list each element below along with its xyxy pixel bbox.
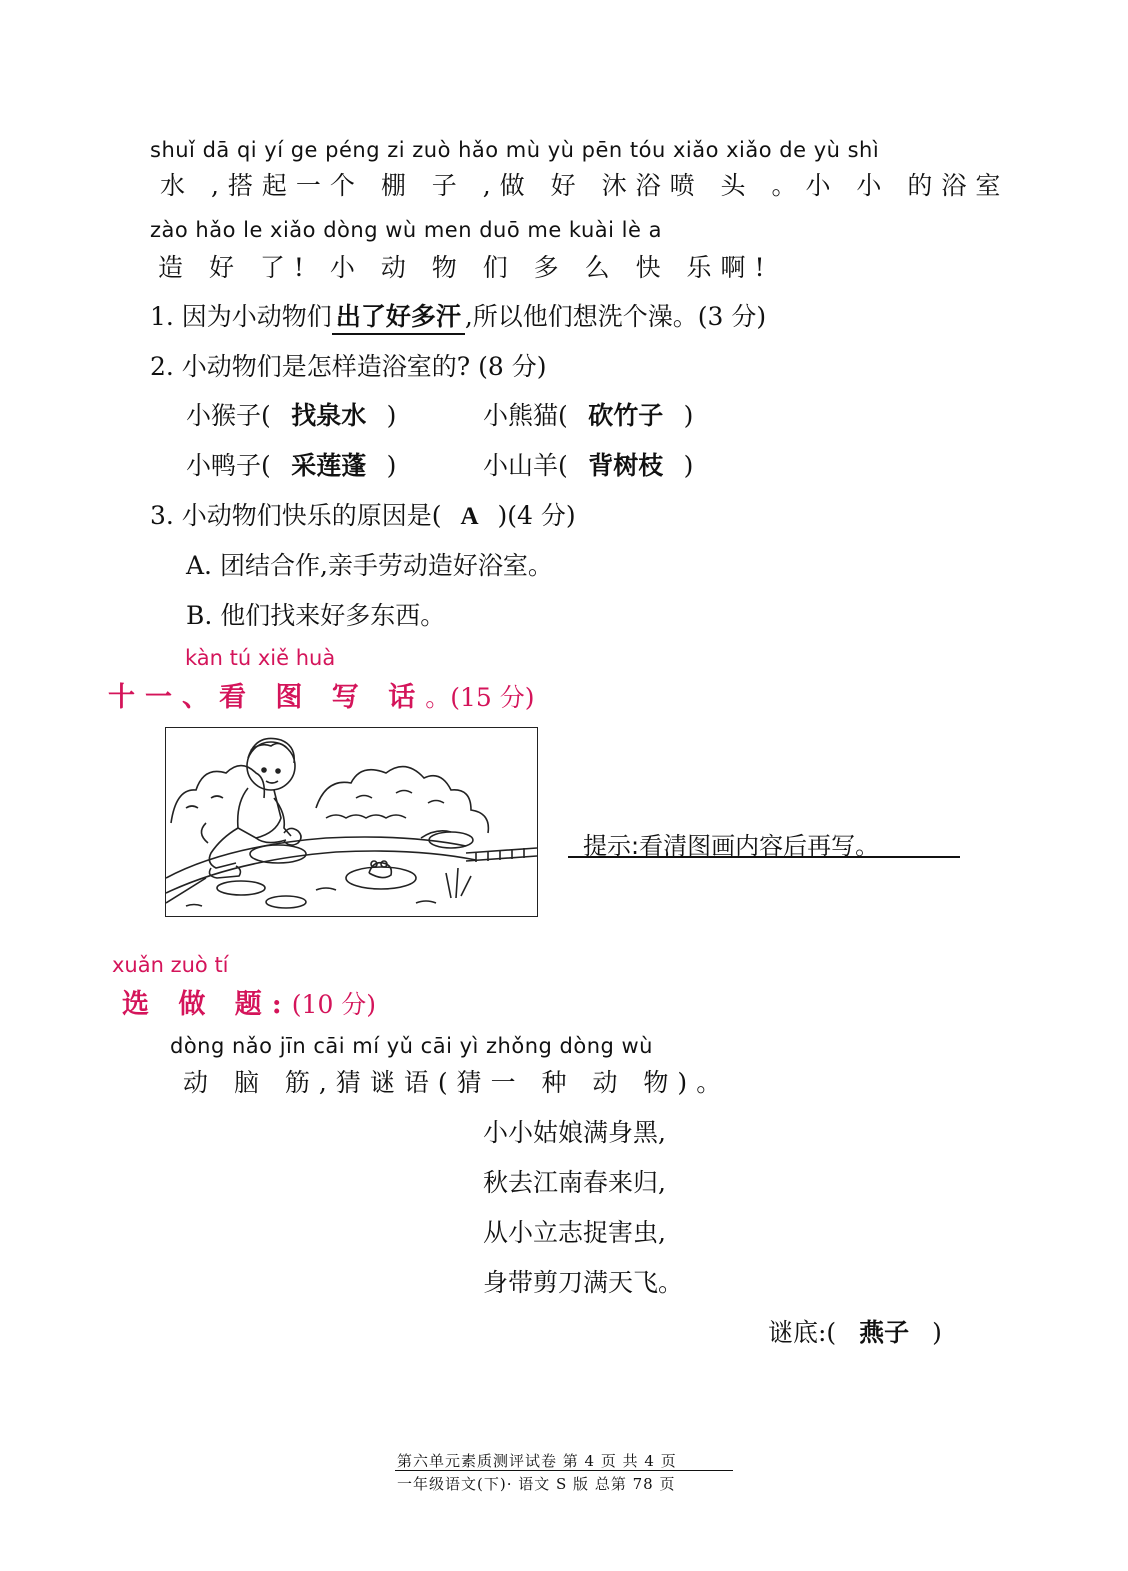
q2-item-answer[interactable]: 砍竹子	[588, 401, 664, 430]
footer-line-1: 第六单元素质测评试卷 第 4 页 共 4 页	[397, 1452, 677, 1470]
section-11-pinyin: kàn tú xiě huà	[185, 646, 336, 670]
riddle-answer-row	[768, 1313, 942, 1349]
question-3-answer[interactable]: A	[460, 503, 479, 530]
q2-item-close: )	[683, 401, 694, 430]
q2-item-label: 小熊猫(	[483, 401, 568, 430]
picture-frame	[165, 727, 538, 917]
q2-item-answer[interactable]: 找泉水	[291, 401, 367, 430]
optional-title: 选 做 题:	[122, 989, 292, 1020]
writing-line[interactable]	[568, 856, 960, 858]
optional-instr-pinyin: dòng nǎo jīn cāi mí yǔ cāi yì zhǒng dòng wù	[170, 1034, 653, 1058]
q2-item-answer[interactable]: 背树枝	[588, 451, 664, 480]
q2-item-close: )	[386, 401, 397, 430]
question-1-prefix: 1. 因为小动物们	[150, 302, 332, 331]
passage-pinyin-1: shuǐ dā qi yí ge péng zi zuò hǎo mù yù pēn tóu xiǎo xiǎo de yù shì	[150, 138, 880, 162]
footer-line-2: 一年级语文(下)· 语文 S 版 总第 78 页	[397, 1475, 676, 1493]
question-3-prefix: 3. 小动物们快乐的原因是(	[150, 501, 442, 530]
question-3-suffix: )(4 分)	[497, 501, 576, 530]
footer-divider	[395, 1470, 733, 1471]
question-1-answer: 出了好多汗	[335, 302, 461, 331]
question-1-answer-blank[interactable]	[332, 297, 465, 335]
q2-item-label: 小猴子(	[186, 401, 271, 430]
optional-instr-text: 动 脑 筋,猜谜语(猜一 种 动 物)。	[183, 1068, 731, 1097]
optional-score: (10 分)	[291, 990, 377, 1019]
riddle-answer-label: 谜底:(	[768, 1318, 837, 1347]
riddle-line: 从小立志捉害虫,	[483, 1218, 666, 1247]
q2-item-monkey	[186, 396, 396, 432]
question-3-option-b: B. 他们找来好多东西。	[186, 601, 446, 630]
q2-item-label: 小鸭子(	[186, 451, 271, 480]
section-11-heading	[108, 675, 534, 714]
question-1-suffix: ,所以他们想洗个澡。(3 分)	[464, 302, 767, 331]
question-1	[150, 297, 766, 335]
q2-item-label: 小山羊(	[483, 451, 568, 480]
question-3	[150, 496, 576, 532]
q2-item-answer[interactable]: 采莲蓬	[291, 451, 367, 480]
writing-hint: 提示:看清图画内容后再写。	[583, 832, 880, 860]
optional-heading	[122, 982, 376, 1021]
q2-item-close: )	[683, 451, 694, 480]
question-3-option-a: A. 团结合作,亲手劳动造好浴室。	[186, 551, 553, 580]
passage-text-1: 水 ,搭起一个 棚 子 ,做 好 沐浴喷 头 。小 小 的浴室	[160, 171, 1010, 200]
q2-item-goat	[483, 446, 693, 482]
section-11-title: 十一、看 图 写 话	[108, 682, 426, 713]
riddle-line: 身带剪刀满天飞。	[483, 1268, 684, 1297]
passage-pinyin-2: zào hǎo le xiǎo dòng wù men duō me kuài lè a	[150, 218, 662, 242]
riddle-answer-close: )	[932, 1318, 942, 1347]
boy-pond-illustration	[166, 728, 537, 916]
section-11-score: 。(15 分)	[425, 683, 535, 712]
riddle-answer[interactable]: 燕子	[859, 1318, 910, 1347]
riddle-line: 秋去江南春来归,	[483, 1168, 666, 1197]
optional-pinyin: xuǎn zuò tí	[112, 953, 229, 977]
question-2: 2. 小动物们是怎样造浴室的? (8 分)	[150, 352, 547, 381]
q2-item-close: )	[386, 451, 397, 480]
q2-item-panda	[483, 396, 693, 432]
passage-text-2: 造 好 了! 小 动 物 们 多 么 快 乐啊!	[158, 253, 774, 282]
riddle-line: 小小姑娘满身黑,	[483, 1118, 666, 1147]
q2-item-duck	[186, 446, 396, 482]
